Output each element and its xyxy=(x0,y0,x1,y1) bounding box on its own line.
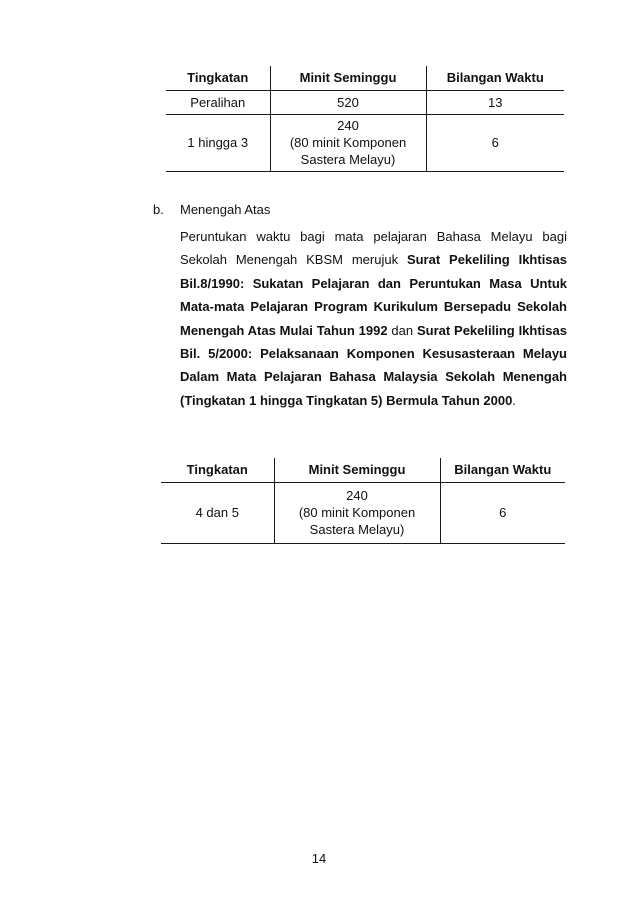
section-letter: b. xyxy=(153,202,164,217)
lower-allocation-table xyxy=(161,458,565,544)
cell-minit: 240 (80 minit Komponen Sastera Melayu) xyxy=(274,482,440,543)
section-paragraph xyxy=(180,225,567,412)
table-row xyxy=(166,114,564,171)
cell-waktu: 13 xyxy=(426,90,564,114)
paragraph-text: . xyxy=(512,392,516,408)
section-title: Menengah Atas xyxy=(180,202,271,217)
header-bilangan-waktu: Bilangan Waktu xyxy=(426,66,564,90)
upper-allocation-table xyxy=(166,66,564,172)
table-row xyxy=(166,90,564,114)
cell-tingkatan: Peralihan xyxy=(166,90,270,114)
page-number: 14 xyxy=(311,851,327,866)
paragraph-text: Peruntukan waktu bagi mata pelajaran Bahasa Melayu bagi Sekolah Menengah KBSM merujuk xyxy=(180,229,567,268)
table-row xyxy=(161,482,565,543)
header-tingkatan: Tingkatan xyxy=(166,66,270,90)
cell-waktu: 6 xyxy=(426,114,564,171)
cell-tingkatan: 1 hingga 3 xyxy=(166,114,270,171)
cell-tingkatan: 4 dan 5 xyxy=(161,482,274,543)
table-header-row xyxy=(166,66,564,90)
cell-minit: 520 xyxy=(270,90,426,114)
bold-reference-text: Surat Pekeliling Ikhtisas Bil.8/1990: Sukatan Pelajaran dan Peruntukan Masa Untuk Mata-mata Pelajaran Program Kurikulum Bersepadu Sekolah Menengah Atas Mulai Tahun 1992 xyxy=(180,252,567,338)
header-tingkatan: Tingkatan xyxy=(161,458,274,482)
paragraph-text: dan xyxy=(387,322,417,338)
header-minit-seminggu: Minit Seminggu xyxy=(270,66,426,90)
cell-minit: 240 (80 minit Komponen Sastera Melayu) xyxy=(270,114,426,171)
header-minit-seminggu: Minit Seminggu xyxy=(274,458,440,482)
header-bilangan-waktu: Bilangan Waktu xyxy=(440,458,565,482)
table-header-row xyxy=(161,458,565,482)
cell-waktu: 6 xyxy=(440,482,565,543)
section-b xyxy=(153,200,567,412)
bold-reference-text: Surat Pekeliling Ikhtisas Bil. 5/2000: Pelaksanaan Komponen Kesusasteraan Melayu Dalam Mata Pelajaran Bahasa Malaysia Sekolah Menengah (Tingkatan 1 hingga Tingkatan 5) Bermula Tahun 2000 xyxy=(180,322,567,408)
section-heading xyxy=(153,200,567,220)
